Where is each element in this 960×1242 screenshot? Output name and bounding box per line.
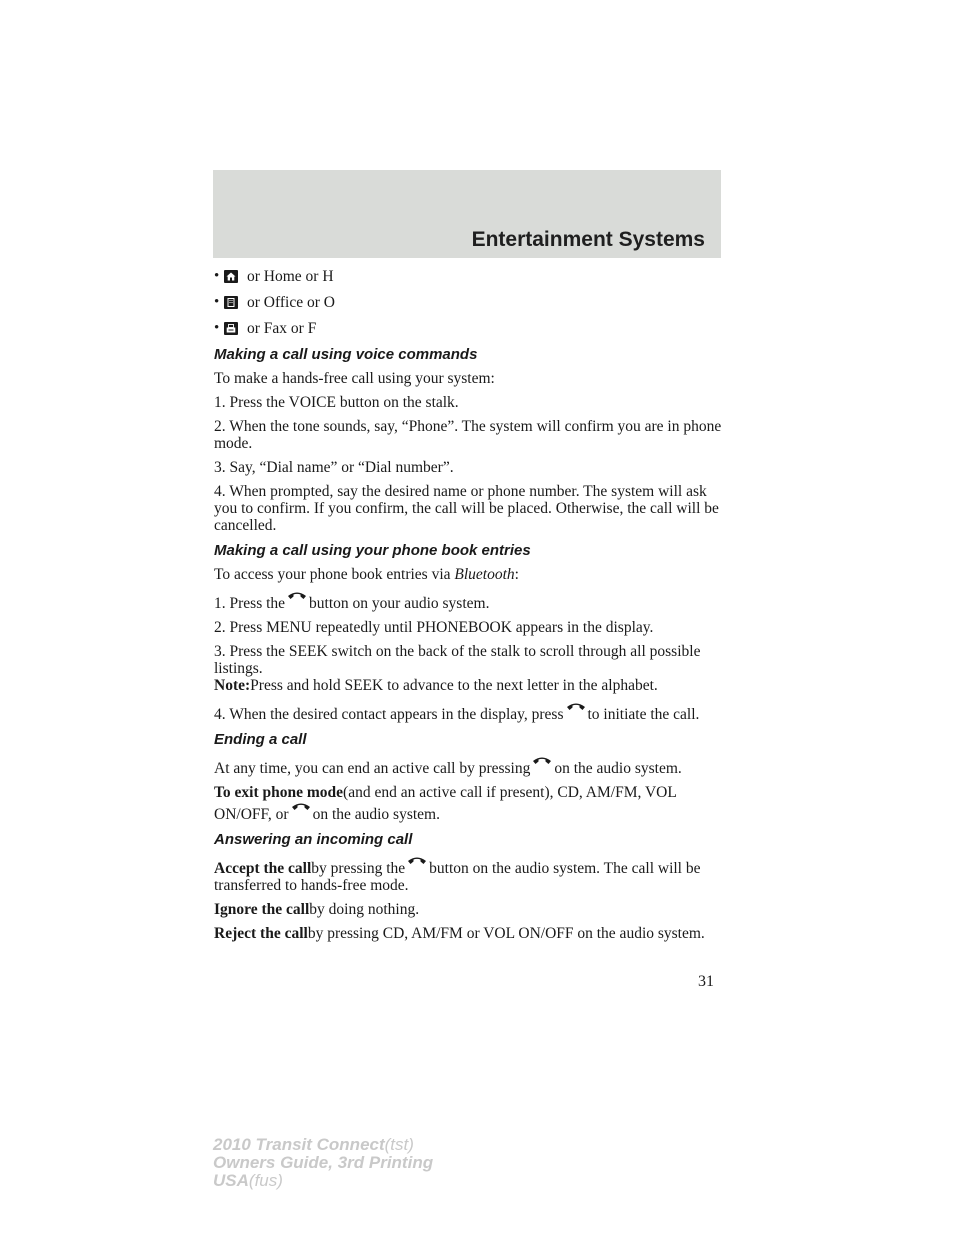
heading-answering-call: Answering an incoming call xyxy=(214,831,413,848)
phone-icon xyxy=(531,755,553,767)
heading-voice-commands: Making a call using voice commands xyxy=(214,346,478,363)
paragraph: To access your phone book entries via Bluetooth: xyxy=(214,566,519,583)
phone-icon xyxy=(565,701,587,713)
paragraph: To exit phone mode(and end an active call if present), CD, AM/FM, VOL ON/OFF, or on the audio system. xyxy=(214,784,677,823)
paragraph: At any time, you can end an active call by pressing on the audio system. xyxy=(214,755,724,777)
phone-icon xyxy=(290,801,312,813)
bullet-text: or Office or O xyxy=(247,294,335,311)
list-item xyxy=(214,320,724,337)
paragraph: Ignore the callby doing nothing. xyxy=(214,901,420,918)
bullet-dot: • xyxy=(214,268,220,284)
section-title: Entertainment Systems xyxy=(471,228,705,251)
list-item xyxy=(214,294,724,311)
home-icon xyxy=(224,270,238,283)
step: 3. Say, “Dial name” or “Dial number”. xyxy=(214,459,454,476)
note: Note:Press and hold SEEK to advance to the next letter in the alphabet. xyxy=(214,677,658,694)
footer xyxy=(213,1136,433,1190)
step: 1. Press the button on your audio system. xyxy=(214,590,724,612)
step: 4. When prompted, say the desired name or phone number. The system will ask you to confirm. If you confirm, the call will be placed. Otherwise, the call will be cancelled. xyxy=(214,483,719,534)
footer-line: 2010 Transit Connect(tst) xyxy=(213,1135,414,1154)
fax-icon xyxy=(224,322,238,335)
footer-line: USA(fus) xyxy=(213,1171,283,1190)
phone-icon xyxy=(406,855,428,867)
page-number: 31 xyxy=(698,973,714,990)
paragraph: Accept the callby pressing the button on the audio system. The call will be transferred to hands-free mode. xyxy=(214,855,724,894)
step: 2. Press MENU repeatedly until PHONEBOOK appears in the display. xyxy=(214,619,654,636)
bullet-text: or Fax or F xyxy=(247,320,317,337)
page-content xyxy=(214,268,724,949)
office-icon xyxy=(224,296,238,309)
bullet-dot: • xyxy=(214,320,220,336)
paragraph: Reject the callby pressing CD, AM/FM or VOL ON/OFF on the audio system. xyxy=(214,925,705,942)
header-band xyxy=(213,170,721,258)
footer-line: Owners Guide, 3rd Printing xyxy=(213,1153,434,1172)
heading-ending-call: Ending a call xyxy=(214,731,307,748)
paragraph: To make a hands-free call using your system: xyxy=(214,370,495,387)
heading-phone-book: Making a call using your phone book entries xyxy=(214,542,531,559)
step: 1. Press the VOICE button on the stalk. xyxy=(214,394,459,411)
phone-icon xyxy=(286,590,308,602)
bullet-dot: • xyxy=(214,294,220,310)
step: 4. When the desired contact appears in the display, press to initiate the call. xyxy=(214,701,724,723)
step: 2. When the tone sounds, say, “Phone”. The system will confirm you are in phone mode. xyxy=(214,418,722,452)
list-item xyxy=(214,268,724,285)
bullet-text: or Home or H xyxy=(247,268,334,285)
step: 3. Press the SEEK switch on the back of the stalk to scroll through all possible listings. xyxy=(214,643,701,677)
